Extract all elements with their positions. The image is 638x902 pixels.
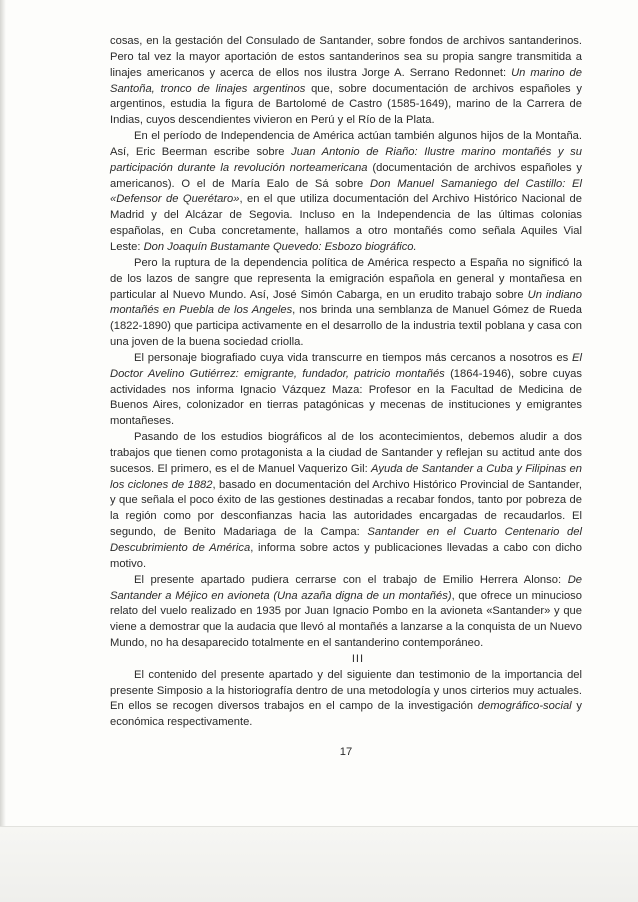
text-run: El presente apartado pudiera cerrarse con el trabajo de Emilio Herrera Alonso:	[134, 573, 568, 586]
italic-title: Un marino de Santoña, tronco de linajes argentinos	[110, 66, 582, 95]
text-run: Pasando de los estudios biográficos al de los acontecimientos, debemos aludir a dos trabajos que tienen como protagonista a la ciudad de Santander y reflejan su actitud ante dos sucesos. El primero, es el de Manuel Vaquerizo Gil:	[110, 431, 582, 475]
italic-title: El Doctor Avelino Gutiérrez: emigrante, fundador, patricio montañés	[110, 351, 582, 380]
document-page	[110, 34, 582, 761]
italic-title: Don Joaquín Bustamante Quevedo: Esbozo biográfico.	[143, 240, 417, 253]
paragraph	[110, 573, 582, 652]
text-run: (1864-1946), sobre cuyas actividades nos informa Ignacio Vázquez Maza: Profesor en la Facultad de Medicina de Buenos Aires, colonizador en tierras patagónicas y mecenas de instituciones y emigrantes montañeses.	[110, 367, 582, 428]
text-run: (documentación de archivos españoles y americanos). O el de María Ealo de Sá sobre	[110, 161, 583, 190]
page-bottom-edge	[0, 826, 638, 902]
text-run: El personaje biografiado cuya vida transcurre en tiempos más cercanos a nosotros es	[134, 351, 573, 364]
text-run: , basado en documentación del Archivo Histórico Provincial de Santander, y que señala el poco éxito de las gestiones destinadas a recabar fondos, tanto por pobreza de la región como por desconfianzas hacia las autoridades encargadas de recaudarlos. El segundo, de Benito Madariaga de la Campa:	[110, 478, 582, 539]
paragraph	[110, 351, 582, 430]
text-run: , informa sobre actos y publicaciones llevadas a cabo con dicho motivo.	[110, 542, 583, 570]
paragraph	[110, 34, 582, 129]
text-run: En el período de Independencia de América actúan también algunos hijos de la Montaña. Así, Eric Beerman escribe sobre	[110, 130, 582, 158]
text-run: , que ofrece un minucioso relato del vuelo realizado en 1935 por Juan Ignacio Pombo en la avioneta «Santander» y que viene a demostrar que la audacia que llevó al montañés a lanzarse a la conquista de un Nuevo Mundo, no ha desaparecido totalmente en el santanderino contemporáneo.	[110, 589, 582, 650]
italic-title: Ayuda de Santander a Cuba y Filipinas en los ciclones de 1882	[110, 462, 582, 491]
italic-title: Santander en el Cuarto Centenario del Descubrimiento de América	[110, 526, 582, 554]
page-number: 17	[339, 746, 353, 759]
page-edge-shadow	[0, 0, 6, 901]
text-run: Pero la ruptura de la dependencia política de América respecto a España no significó la de los lazos de sangre que representa la emigración española en general y montañesa en particular al Nuevo Mundo. Así, José Simón Cabarga, en un erudito trabajo sobre	[110, 256, 582, 301]
text-run: y económica respectivamente.	[110, 700, 582, 729]
section-mark: III	[351, 652, 365, 665]
italic-title: Un indiano montañés en Puebla de los Angeles	[110, 288, 582, 317]
italic-title: Don Manuel Samaniego del Castillo: El «Defensor de Querétaro»	[110, 177, 582, 206]
italic-title: Juan Antonio de Riaño: Ilustre marino montañés y su participación durante la revolución norteamericana	[110, 145, 582, 174]
paragraph	[110, 430, 582, 573]
text-run: , nos brinda una semblanza de Manuel Gómez de Rueda (1822-1890) que participa activamente en el desarrollo de la industria textil poblana y casa con una joven de la buena sociedad criolla.	[110, 304, 582, 349]
paragraph	[110, 256, 582, 351]
text-run: que, sobre documentación de archivos españoles y argentinos, estudia la figura de Bartolomé de Castro (1585-1649), marino de la Carrera de Indias, cuyos descendientes vivieron en Perú y el Río de la Plata.	[110, 82, 582, 127]
text-run: El contenido del presente apartado y del siguiente dan testimonio de la importancia del presente Simposio a la historiografía dentro de una metodología y unos cirterios muy actuales. En ellos se recogen diversos trabajos en el campo de la investigación	[110, 668, 582, 713]
italic-title: De Santander a Méjico en avioneta (Una azaña digna de un montañés)	[110, 573, 582, 602]
italic-title: demográfico-social	[477, 700, 572, 713]
closing-paragraph	[110, 668, 582, 731]
paragraph	[110, 129, 582, 256]
body-text	[110, 34, 582, 652]
text-run: , en el que utiliza documentación del Archivo Histórico Nacional de Madrid y del Alcázar de Segovia. Incluso en la Independencia de las últimas colonias españolas, en Cuba concretamente, hallamos a otro montañés como señala Aquiles Vial Leste:	[110, 193, 583, 253]
text-run: cosas, en la gestación del Consulado de Santander, sobre fondos de archivos santanderinos. Pero tal vez la mayor aportación de estos santanderinos sea su propia sangre transmitida a linajes americanos y acerca de ellos nos ilustra Jorge A. Serrano Redonnet:	[110, 35, 582, 79]
